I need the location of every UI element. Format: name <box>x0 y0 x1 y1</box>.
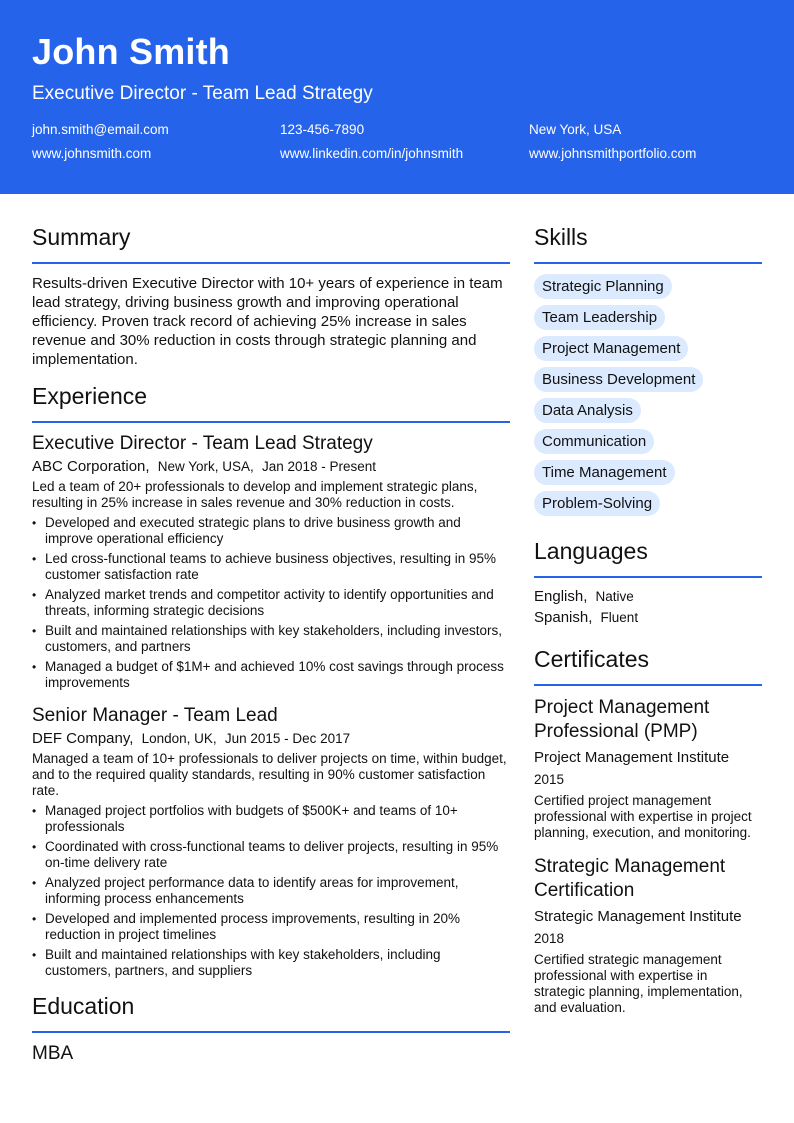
certificate-description: Certified strategic management professional with expertise in strategic planning, implementation, and evaluation. <box>534 952 743 1015</box>
language-name: English, <box>534 588 588 605</box>
job-bullet: • Developed and implemented process improvements, resulting in 20% reduction in project timelines <box>32 911 510 943</box>
certificate-entry <box>534 696 762 841</box>
candidate-title: Executive Director - Team Lead Strategy <box>32 83 373 104</box>
certificate-org: Strategic Management Institute <box>534 908 742 925</box>
job-bullet: • Analyzed market trends and competitor activity to identify opportunities and threats, informing strategic decisions <box>32 587 510 619</box>
job-bullet: • Managed project portfolios with budgets of $500K+ and teams of 10+ professionals <box>32 803 510 835</box>
education-degree: MBA <box>32 1043 74 1064</box>
skills-list <box>534 274 762 516</box>
certificate-year: 2018 <box>534 931 565 946</box>
summary-heading: Summary <box>32 224 510 264</box>
skills-heading: Skills <box>534 224 762 264</box>
job-bullet: • Analyzed project performance data to identify areas for improvement, informing process enhancements <box>32 875 510 907</box>
summary-text: Results-driven Executive Director with 10+ years of experience in team lead strategy, driving business growth and improving operational efficiency. Proven track record of achieving 25% increase in sales revenue and 30% reduction in costs through strategic planning and implementation. <box>32 275 503 368</box>
skill-tag: Strategic Planning <box>534 274 672 299</box>
job-dates: Jun 2015 - Dec 2017 <box>224 731 351 746</box>
certificate-org: Project Management Institute <box>534 749 730 766</box>
job-bullets <box>32 515 510 691</box>
job-location: New York, USA, <box>157 459 254 474</box>
certificate-year: 2015 <box>534 772 565 787</box>
certificates-heading: Certificates <box>534 646 762 686</box>
job-company: ABC Corporation, <box>32 458 150 475</box>
sidebar-column <box>534 224 762 1030</box>
resume-header <box>0 0 794 194</box>
contact-email[interactable]: john.smith@email.com <box>32 122 169 137</box>
contact-phone[interactable]: 123-456-7890 <box>280 122 365 137</box>
job-company: DEF Company, <box>32 730 134 747</box>
contact-portfolio[interactable]: www.johnsmithportfolio.com <box>529 146 697 161</box>
job-description: Managed a team of 10+ professionals to deliver projects on time, within budget, and to the required quality standards, resulting in 90% customer satisfaction rate. <box>32 751 507 798</box>
job-bullet: • Developed and executed strategic plans to drive business growth and improve operational efficiency <box>32 515 510 547</box>
certificate-name: Project Management Professional (PMP) <box>534 697 710 742</box>
certificate-entry <box>534 855 762 1016</box>
main-column <box>32 224 510 1065</box>
skill-tag: Problem-Solving <box>534 491 660 516</box>
skill-tag: Project Management <box>534 336 688 361</box>
skill-tag: Team Leadership <box>534 305 665 330</box>
contact-location: New York, USA <box>529 122 622 137</box>
language-level: Native <box>595 589 634 604</box>
candidate-name: John Smith <box>32 31 230 72</box>
job-entry <box>32 705 510 979</box>
job-title: Executive Director - Team Lead Strategy <box>32 433 373 454</box>
job-meta <box>32 730 510 747</box>
education-heading: Education <box>32 993 510 1033</box>
job-meta <box>32 458 510 475</box>
job-bullets <box>32 803 510 979</box>
job-entry <box>32 433 510 691</box>
language-level: Fluent <box>600 610 639 625</box>
job-bullet: • Built and maintained relationships with key stakeholders, including investors, customers, and partners <box>32 623 510 655</box>
certificate-description: Certified project management professional with expertise in project planning, execution, and monitoring. <box>534 793 752 840</box>
skill-tag: Data Analysis <box>534 398 641 423</box>
job-dates: Jan 2018 - Present <box>261 459 377 474</box>
job-title: Senior Manager - Team Lead <box>32 705 278 726</box>
job-bullet: • Built and maintained relationships with key stakeholders, including customers, partners, and suppliers <box>32 947 510 979</box>
job-location: London, UK, <box>141 731 217 746</box>
contact-linkedin[interactable]: www.linkedin.com/in/johnsmith <box>280 146 464 161</box>
skill-tag: Time Management <box>534 460 675 485</box>
job-bullet: • Managed a budget of $1M+ and achieved 10% cost savings through process improvements <box>32 659 510 691</box>
experience-heading: Experience <box>32 383 510 423</box>
language-name: Spanish, <box>534 609 593 626</box>
languages-heading: Languages <box>534 538 762 578</box>
contact-website[interactable]: www.johnsmith.com <box>32 146 152 161</box>
skill-tag: Communication <box>534 429 654 454</box>
job-bullet: • Led cross-functional teams to achieve business objectives, resulting in 95% customer satisfaction rate <box>32 551 510 583</box>
skill-tag: Business Development <box>534 367 703 392</box>
certificate-name: Strategic Management Certification <box>534 856 726 901</box>
languages-list <box>534 588 762 626</box>
language-item <box>534 588 762 605</box>
language-item <box>534 609 762 626</box>
job-bullet: • Coordinated with cross-functional teams to deliver projects, resulting in 95% on-time delivery rate <box>32 839 510 871</box>
job-description: Led a team of 20+ professionals to develop and implement strategic plans, resulting in 25% increase in sales revenue and 30% reduction in costs. <box>32 479 478 510</box>
